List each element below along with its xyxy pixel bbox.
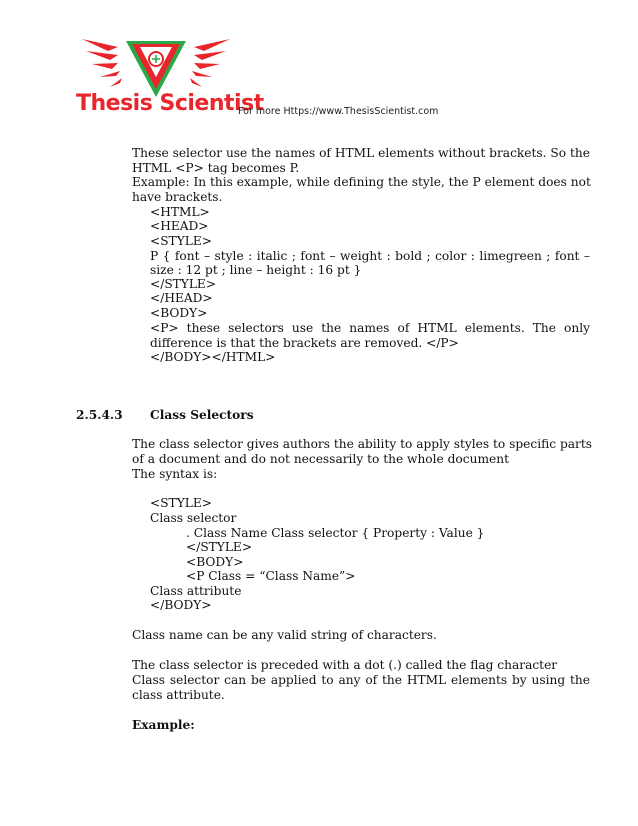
code2-line: <STYLE>: [150, 496, 212, 510]
para1-line-3: The syntax is:: [132, 467, 218, 481]
code2-line: </STYLE>: [186, 540, 253, 554]
code2-line: . Class Name Class selector { Property : Value }: [186, 526, 485, 540]
intro-line-1: These selector use the names of HTML elements without brackets. So the: [132, 146, 590, 160]
code1-line: </STYLE>: [150, 277, 217, 291]
section-number: 2.5.4.3: [76, 408, 123, 422]
para2-line-1: Class name can be any valid string of characters.: [132, 628, 437, 642]
code2-line: <P Class = “Class Name”>: [186, 569, 356, 583]
example-label: Example:: [132, 718, 195, 732]
code1-line: <BODY>: [150, 306, 208, 320]
brand-name: Thesis Scientist: [76, 91, 264, 116]
code2-line: <BODY>: [186, 555, 244, 569]
intro-line-3: Example: In this example, while defining the style, the P element does not: [132, 175, 591, 189]
intro-line-2: HTML <P> tag becomes P.: [132, 161, 300, 175]
code1-line: <STYLE>: [150, 234, 212, 248]
para3-line-1: The class selector is preceded with a dot (.) called the flag character: [132, 658, 558, 672]
section-title: Class Selectors: [150, 408, 254, 422]
code2-line: </BODY>: [150, 598, 212, 612]
code1-line: difference is that the brackets are removed. </P>: [150, 336, 459, 350]
para1-line-1: The class selector gives authors the ability to apply styles to specific parts: [132, 437, 592, 451]
intro-line-4: have brackets.: [132, 190, 223, 204]
code1-line: </HEAD>: [150, 291, 213, 305]
code1-line: size : 12 pt ; line – height : 16 pt }: [150, 263, 362, 277]
code1-line: <HEAD>: [150, 219, 209, 233]
code1-line: <HTML>: [150, 205, 210, 219]
header-website-link[interactable]: For more Https://www.ThesisScientist.com: [238, 106, 439, 117]
code1-line: P { font – style : italic ; font – weight : bold ; color : limegreen ; font –: [150, 249, 590, 263]
code1-line: <P> these selectors use the names of HTML elements. The only: [150, 321, 590, 335]
para1-line-2: of a document and do not necessarily to the whole document: [132, 452, 509, 466]
code1-line: </BODY></HTML>: [150, 350, 276, 364]
para3-line-3: class attribute.: [132, 688, 225, 702]
para3-line-2: Class selector can be applied to any of the HTML elements by using the: [132, 673, 590, 687]
code2-line: Class selector: [150, 511, 237, 525]
code2-line: Class attribute: [150, 584, 242, 598]
